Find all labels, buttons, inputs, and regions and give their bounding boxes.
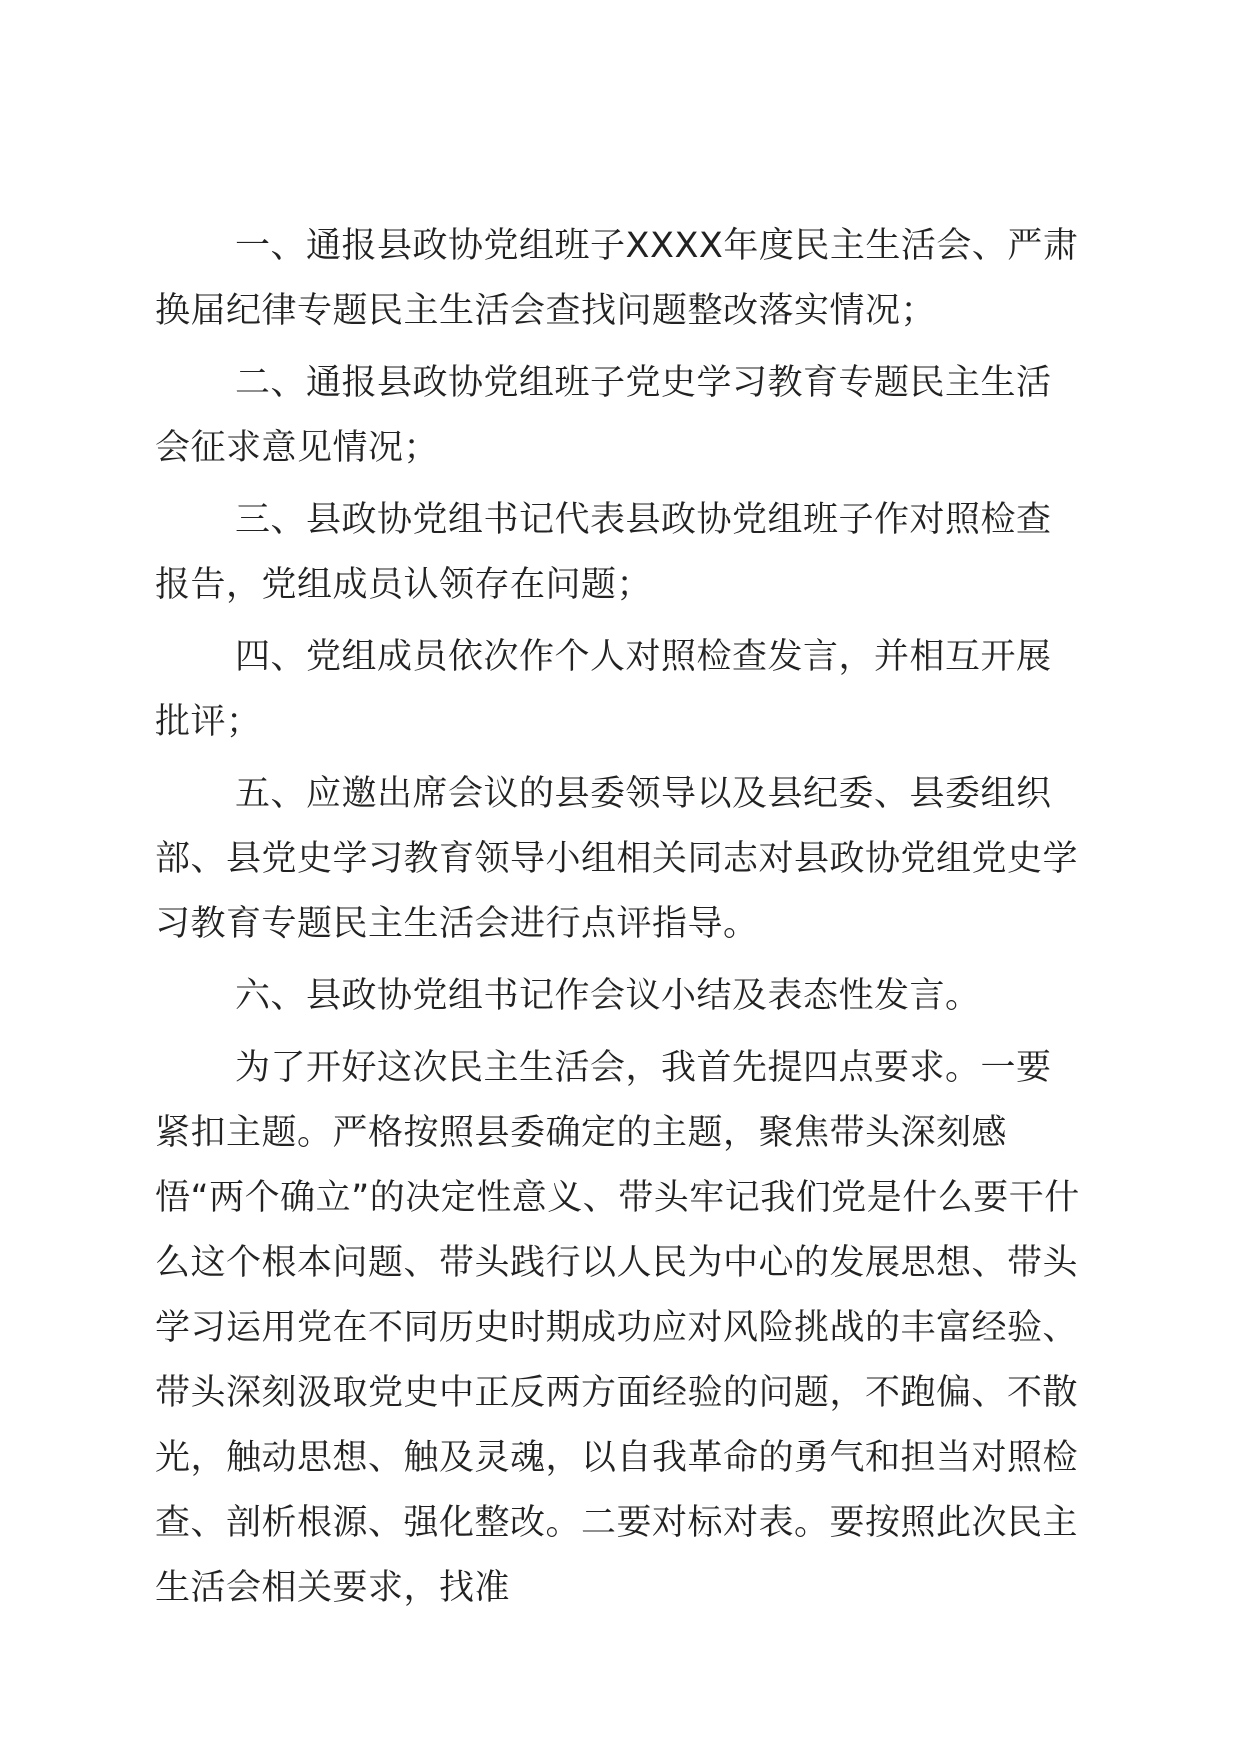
agenda-item-6: 六、县政协党组书记作会议小结及表态性发言。 bbox=[235, 976, 981, 1016]
agenda-item-4: 四、党组成员依次作个人对照检查发言，并相互开展批评； bbox=[155, 637, 1052, 742]
agenda-item-1: 一、通报县政协党组班子XXXX年度民主生活会、严肃换届纪律专题民主生活会查找问题整改落实情况； bbox=[155, 226, 1079, 331]
agenda-item-2: 二、通报县政协党组班子党史学习教育专题民主生活会征求意见情况； bbox=[155, 363, 1052, 468]
agenda-item-3: 三、县政协党组书记代表县政协党组班子作对照检查报告，党组成员认领存在问题； bbox=[155, 500, 1052, 605]
agenda-item-5: 五、应邀出席会议的县委领导以及县纪委、县委组织部、县党史学习教育领导小组相关同志对县政协党组党史学习教育专题民主生活会进行点评指导。 bbox=[155, 774, 1079, 944]
document-body bbox=[155, 214, 1085, 1627]
requirements-paragraph: 为了开好这次民主生活会，我首先提四点要求。一要紧扣主题。严格按照县委确定的主题，聚焦带头深刻感悟“两个确立”的决定性意义、带头牢记我们党是什么要干什么这个根本问题、带头践行以人民为中心的发展思想、带头学习运用党在不同历史时期成功应对风险挑战的丰富经验、带头深刻汲取党史中正反两方面经验的问题，不跑偏、不散光，触动思想、触及灵魂，以自我革命的勇气和担当对照检查、剖析根源、强化整改。二要对标对表。要按照此次民主生活会相关要求，找准 bbox=[155, 1048, 1080, 1608]
